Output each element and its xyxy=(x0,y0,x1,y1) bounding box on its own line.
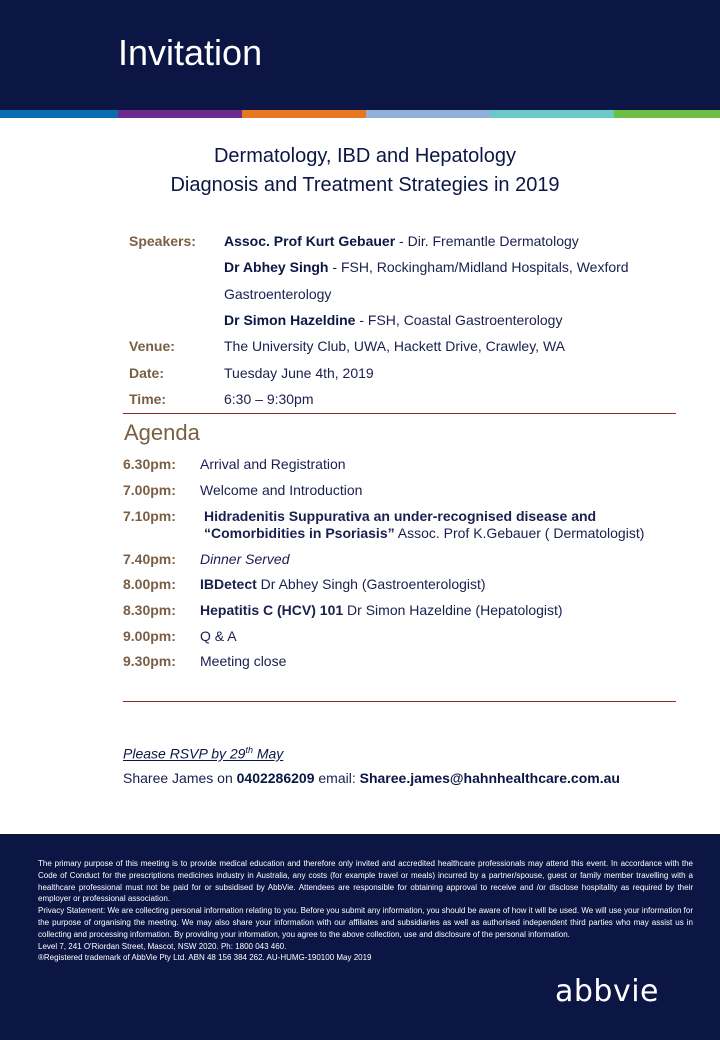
agenda-time-1: 6.30pm: xyxy=(123,456,176,472)
rsvp-month: May xyxy=(252,745,284,762)
agenda-desc-3-line2 xyxy=(204,525,644,541)
agenda-desc-5-rest: Dr Abhey Singh (Gastroenterologist) xyxy=(256,576,486,592)
speaker-3-info: - FSH, Coastal Gastroenterology xyxy=(355,312,563,328)
date-label: Date: xyxy=(129,365,165,381)
agenda-desc-8: Meeting close xyxy=(200,653,287,669)
speaker-3-name: Dr Simon Hazeldine xyxy=(224,312,356,328)
footer-trademark: ®Registered trademark of AbbVie Pty Ltd. ABN 48 156 384 262. AU-HUMG-190100 May 2019 xyxy=(38,953,372,963)
rsvp-sup: th xyxy=(245,745,253,755)
agenda-time-2: 7.00pm: xyxy=(123,482,176,498)
color-stripe-4 xyxy=(366,110,490,118)
agenda-desc-6-rest: Dr Simon Hazeldine (Hepatologist) xyxy=(343,602,563,618)
agenda-time-6: 8.30pm: xyxy=(123,602,176,618)
speakers-label: Speakers: xyxy=(129,233,196,249)
event-title xyxy=(0,142,720,200)
contact-email[interactable]: Sharee.james@hahnhealthcare.com.au xyxy=(359,770,620,786)
speaker-1-name: Assoc. Prof Kurt Gebauer xyxy=(224,233,396,249)
color-stripe-2 xyxy=(118,110,242,118)
agenda-desc-7: Q & A xyxy=(200,628,237,644)
disclaimer-privacy: Privacy Statement: We are collecting personal information relating to you. Before you submit any information, you should be aware of how it will be used. We will use your information for the purpose of organising the meeting. We may also share your information with our affiliates and subsidiaries as well as authorised independent third parties who may assist us in collecting and processing information. By providing your information, you agree to the above collection, use and disclosure of the personal information. xyxy=(38,906,693,939)
agenda-desc-2: Welcome and Introduction xyxy=(200,482,363,498)
agenda-time-4: 7.40pm: xyxy=(123,551,176,567)
agenda-desc-5 xyxy=(200,576,486,592)
contact-email-label: email: xyxy=(314,770,360,786)
speaker-3 xyxy=(224,312,562,328)
agenda-title: Agenda xyxy=(124,420,200,445)
color-stripe-3 xyxy=(242,110,366,118)
speaker-2 xyxy=(224,259,629,275)
agenda-desc-4: Dinner Served xyxy=(200,551,290,567)
disclaimer xyxy=(38,858,693,964)
agenda-time-5: 8.00pm: xyxy=(123,576,176,592)
header-banner xyxy=(0,0,720,110)
agenda-time-3: 7.10pm: xyxy=(123,508,176,524)
venue-label: Venue: xyxy=(129,338,175,354)
time-label: Time: xyxy=(129,391,167,407)
page-title: Invitation xyxy=(118,32,263,73)
contact-phone[interactable]: 0402286209 xyxy=(236,770,315,786)
color-stripe-1 xyxy=(0,110,118,118)
speaker-1-info: - Dir. Fremantle Dermatology xyxy=(395,233,579,249)
divider-bottom xyxy=(123,701,676,702)
agenda-desc-3-line1 xyxy=(204,508,596,524)
rsvp-text xyxy=(123,745,283,762)
agenda-desc-3-bold2: “Comorbidities in Psoriasis” xyxy=(204,525,395,541)
rsvp-contact xyxy=(123,770,620,786)
agenda-desc-1: Arrival and Registration xyxy=(200,456,346,472)
disclaimer-conduct: The primary purpose of this meeting is to provide medical education and therefore only invited and accredited healthcare professionals may attend this event. In accordance with the Code of Conduct for the prescriptions medicines industry in Australia, any costs (for example travel or meals) incurred by a partner/spouse, guest or family member travelling with a healthcare professional must not be paid for or subsidised by AbbVie. Attendees are responsible for obtaining approval to receive and /or disclose hospitality as required by their employer or professional association. xyxy=(38,859,693,904)
agenda-desc-6 xyxy=(200,602,563,618)
event-title-line1: Dermatology, IBD and Hepatology xyxy=(213,145,516,167)
agenda-desc-3-rest: Assoc. Prof K.Gebauer ( Dermatologist) xyxy=(394,525,645,541)
color-stripe-5 xyxy=(490,110,614,118)
venue-value: The University Club, UWA, Hackett Drive, Crawley, WA xyxy=(224,338,565,354)
agenda-desc-6-bold: Hepatitis C (HCV) 101 xyxy=(200,602,344,618)
time-value: 6:30 – 9:30pm xyxy=(224,391,314,407)
speaker-2-info: - FSH, Rockingham/Midland Hospitals, Wexford xyxy=(328,259,629,275)
contact-prefix: Sharee James on xyxy=(123,770,237,786)
speaker-2-info-cont: Gastroenterology xyxy=(224,286,332,302)
rsvp-main: Please RSVP by 29 xyxy=(123,745,246,762)
date-value: Tuesday June 4th, 2019 xyxy=(224,365,374,381)
divider-top xyxy=(123,413,676,414)
footer-address: Level 7, 241 O'Riordan Street, Mascot, NSW 2020. Ph: 1800 043 460. xyxy=(38,941,287,951)
agenda-desc-3-bold1: Hidradenitis Suppurativa an under-recognised disease and xyxy=(204,508,597,524)
speaker-2-name: Dr Abhey Singh xyxy=(224,259,329,275)
agenda-time-8: 9.30pm: xyxy=(123,653,176,669)
agenda-time-7: 9.00pm: xyxy=(123,628,176,644)
speaker-1 xyxy=(224,233,579,249)
color-stripe-6 xyxy=(614,110,720,118)
abbvie-logo: abbvie xyxy=(555,974,660,1009)
agenda-desc-5-bold: IBDetect xyxy=(200,576,257,592)
event-title-line2: Diagnosis and Treatment Strategies in 2019 xyxy=(170,174,560,196)
